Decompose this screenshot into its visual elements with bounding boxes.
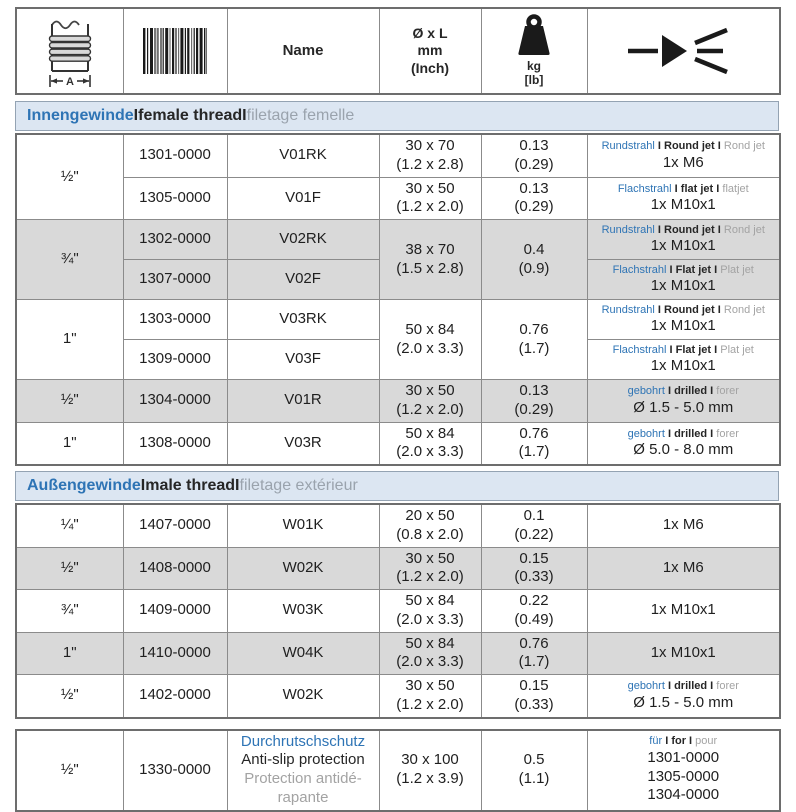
dimensions-cell: 30 x 50 (1.2 x 2.0) [379, 177, 481, 220]
compatible-code: 1301-0000 [647, 748, 720, 766]
name-cell: W02K [227, 675, 379, 718]
jet-info-cell: Rundstrahl I Round jet I Rond jet 1x M6 [587, 134, 780, 177]
name-cell: V02RK [227, 220, 379, 260]
separator: I [667, 385, 672, 398]
separator: I [665, 735, 669, 747]
dimensions-cell: 30 x 50 (1.2 x 2.0) [379, 547, 481, 590]
jet-info-cell: gebohrt I drilled I forer Ø 1.5 - 5.0 mm [587, 380, 780, 423]
thread-size-cell: ½" [16, 675, 123, 718]
weight-cell: 0.1 (0.22) [481, 504, 587, 547]
separator: I [717, 223, 721, 236]
weight-cell: 0.22 (0.49) [481, 590, 587, 633]
table-row [16, 380, 780, 423]
dimensions-cell: 30 x 50 (1.2 x 2.0) [379, 675, 481, 718]
separator: I [669, 263, 673, 276]
jet-info-cell: gebohrt I drilled I forer Ø 5.0 - 8.0 mm [587, 422, 780, 465]
weight-cell: 0.15 (0.33) [481, 547, 587, 590]
jet-info-cell: 1x M6 [587, 504, 780, 547]
separator: I [714, 263, 718, 276]
dimensions-cell: 50 x 84 (2.0 x 3.3) [379, 632, 481, 675]
name-cell: V01R [227, 380, 379, 423]
jet-column-header [587, 8, 780, 94]
accessory-name-fr: Protection antidé- [244, 770, 362, 787]
separator: I [674, 182, 678, 195]
order-number-cell: 1307-0000 [123, 260, 227, 300]
table-row [16, 632, 780, 675]
order-number-cell: 1303-0000 [123, 300, 227, 340]
thread-size-icon [19, 13, 121, 89]
name-cell: V03RK [227, 300, 379, 340]
separator: I [667, 680, 672, 693]
size-column-header [16, 8, 123, 94]
name-column-header: Name [227, 8, 379, 94]
thread-size-cell: ¾" [16, 590, 123, 633]
jet-info-cell: Rundstrahl I Round jet I Rond jet 1x M10x1 [587, 300, 780, 340]
dimensions-cell: 50 x 84 (2.0 x 3.3) [379, 300, 481, 380]
jet-info-cell: Flachstrahl I Flat jet I Plat jet 1x M10x1 [587, 260, 780, 300]
name-cell: W02K [227, 547, 379, 590]
name-cell: V03R [227, 422, 379, 465]
separator: I [714, 343, 718, 356]
compatible-with-cell: für I for I pour 1301-0000 1305-0000 1304-0000 [587, 730, 780, 811]
jet-info-cell: 1x M6 [587, 547, 780, 590]
name-cell: W04K [227, 632, 379, 675]
weight-cell: 0.13 (0.29) [481, 134, 587, 177]
order-number-cell: 1410-0000 [123, 632, 227, 675]
weight-cell: 0.4 (0.9) [481, 220, 587, 300]
jet-info-cell: 1x M10x1 [587, 590, 780, 633]
separator: I [710, 385, 714, 398]
table-row [16, 220, 780, 260]
separator: I [133, 107, 139, 124]
table-row [16, 177, 780, 220]
thread-size-cell: ¼" [16, 504, 123, 547]
weight-cell: 0.15 (0.33) [481, 675, 587, 718]
separator: I [657, 223, 661, 236]
thread-size-cell: ½" [16, 547, 123, 590]
spray-jet-icon [590, 27, 778, 75]
dims-label-line2: mm [417, 42, 443, 59]
name-cell: V02F [227, 260, 379, 300]
order-number-cell: 1301-0000 [123, 134, 227, 177]
accessory-name-en: Anti-slip protection [241, 751, 365, 769]
dimensions-column-header [379, 8, 481, 94]
thread-size-cell: ½" [16, 730, 123, 811]
table-row [16, 547, 780, 590]
order-number-cell: 1407-0000 [123, 504, 227, 547]
code-column-header [123, 8, 227, 94]
section-title-fr: filetage extérieur [239, 477, 358, 494]
name-cell: W03K [227, 590, 379, 633]
jet-info-cell: 1x M10x1 [587, 632, 780, 675]
table-row [16, 675, 780, 718]
section-title-en: female thread [138, 107, 243, 124]
separator: I [669, 343, 673, 356]
dimensions-cell: 38 x 70 (1.5 x 2.8) [379, 220, 481, 300]
name-cell: V03F [227, 340, 379, 380]
thread-size-cell: ¾" [16, 220, 123, 300]
weight-cell: 0.13 (0.29) [481, 380, 587, 423]
dimensions-cell: 50 x 84 (2.0 x 3.3) [379, 422, 481, 465]
thread-size-cell: 1" [16, 422, 123, 465]
section-title-de: Außengewinde [27, 477, 141, 494]
section-title-fr: filetage femelle [246, 107, 355, 124]
thread-size-cell: 1" [16, 632, 123, 675]
section-header-female-thread [15, 101, 779, 131]
separator: I [717, 140, 721, 153]
accessory-table [15, 729, 781, 812]
weight-unit-lb: [lb] [524, 73, 544, 87]
name-cell: W01K [227, 504, 379, 547]
accessory-name-fr: rapante [277, 788, 329, 806]
dimensions-cell: 30 x 70 (1.2 x 2.8) [379, 134, 481, 177]
order-number-cell: 1309-0000 [123, 340, 227, 380]
separator: I [710, 680, 714, 693]
weight-cell: 0.5 (1.1) [481, 730, 587, 811]
section-header-male-thread [15, 471, 779, 501]
section-title-de: Innengewinde [27, 107, 134, 124]
order-number-cell: 1308-0000 [123, 422, 227, 465]
section-title-en: male thread [145, 477, 236, 494]
male-thread-table [15, 503, 781, 719]
table-row [16, 422, 780, 465]
weight-cell: 0.13 (0.29) [481, 177, 587, 220]
table-row [16, 504, 780, 547]
table-row [16, 134, 780, 177]
table-row [16, 590, 780, 633]
separator: I [235, 477, 240, 494]
jet-info-cell: Flachstrahl I Flat jet I Plat jet 1x M10x1 [587, 340, 780, 380]
name-cell: V01F [227, 177, 379, 220]
name-cell [227, 730, 379, 811]
separator: I [657, 140, 661, 153]
weight-cell: 0.76 (1.7) [481, 300, 587, 380]
thread-size-cell: ½" [16, 380, 123, 423]
dimensions-cell: 30 x 50 (1.2 x 2.0) [379, 380, 481, 423]
barcode-icon [126, 28, 225, 74]
accessory-name-de: Durchrutschschutz [240, 732, 366, 750]
weight-icon [513, 14, 555, 60]
separator: I [710, 427, 714, 440]
column-header-row [16, 8, 780, 94]
thread-size-cell: ½" [16, 134, 123, 220]
weight-column-header [481, 8, 587, 94]
separator: I [689, 735, 693, 747]
order-number-cell: 1409-0000 [123, 590, 227, 633]
compatible-code: 1305-0000 [647, 767, 720, 785]
dimensions-cell: 50 x 84 (2.0 x 3.3) [379, 590, 481, 633]
separator: I [667, 427, 672, 440]
jet-info-cell: Flachstrahl I flat jet I flatjet 1x M10x1 [587, 177, 780, 220]
table-row [16, 730, 780, 811]
order-number-cell: 1304-0000 [123, 380, 227, 423]
jet-info-cell: Rundstrahl I Round jet I Rond jet 1x M10x1 [587, 220, 780, 260]
jet-info-cell: gebohrt I drilled I forer Ø 1.5 - 5.0 mm [587, 675, 780, 718]
order-number-cell: 1330-0000 [123, 730, 227, 811]
compatible-code: 1304-0000 [647, 786, 720, 804]
separator: I [717, 303, 721, 316]
female-thread-table [15, 133, 781, 466]
weight-cell: 0.76 (1.7) [481, 422, 587, 465]
name-cell: V01RK [227, 134, 379, 177]
dims-label-line3: (Inch) [410, 59, 450, 76]
separator: I [657, 303, 661, 316]
separator: I [716, 182, 720, 195]
column-header-table [15, 7, 781, 95]
order-number-cell: 1402-0000 [123, 675, 227, 718]
thread-size-cell: 1" [16, 300, 123, 380]
dims-label-line1: Ø x L [412, 24, 448, 41]
dimension-a-label: A [65, 76, 74, 88]
table-row [16, 300, 780, 340]
order-number-cell: 1302-0000 [123, 220, 227, 260]
order-number-cell: 1305-0000 [123, 177, 227, 220]
dimensions-cell: 30 x 100 (1.2 x 3.9) [379, 730, 481, 811]
weight-unit-kg: kg [526, 59, 541, 74]
weight-cell: 0.76 (1.7) [481, 632, 587, 675]
order-number-cell: 1408-0000 [123, 547, 227, 590]
dimensions-cell: 20 x 50 (0.8 x 2.0) [379, 504, 481, 547]
separator: I [140, 477, 146, 494]
separator: I [242, 107, 247, 124]
